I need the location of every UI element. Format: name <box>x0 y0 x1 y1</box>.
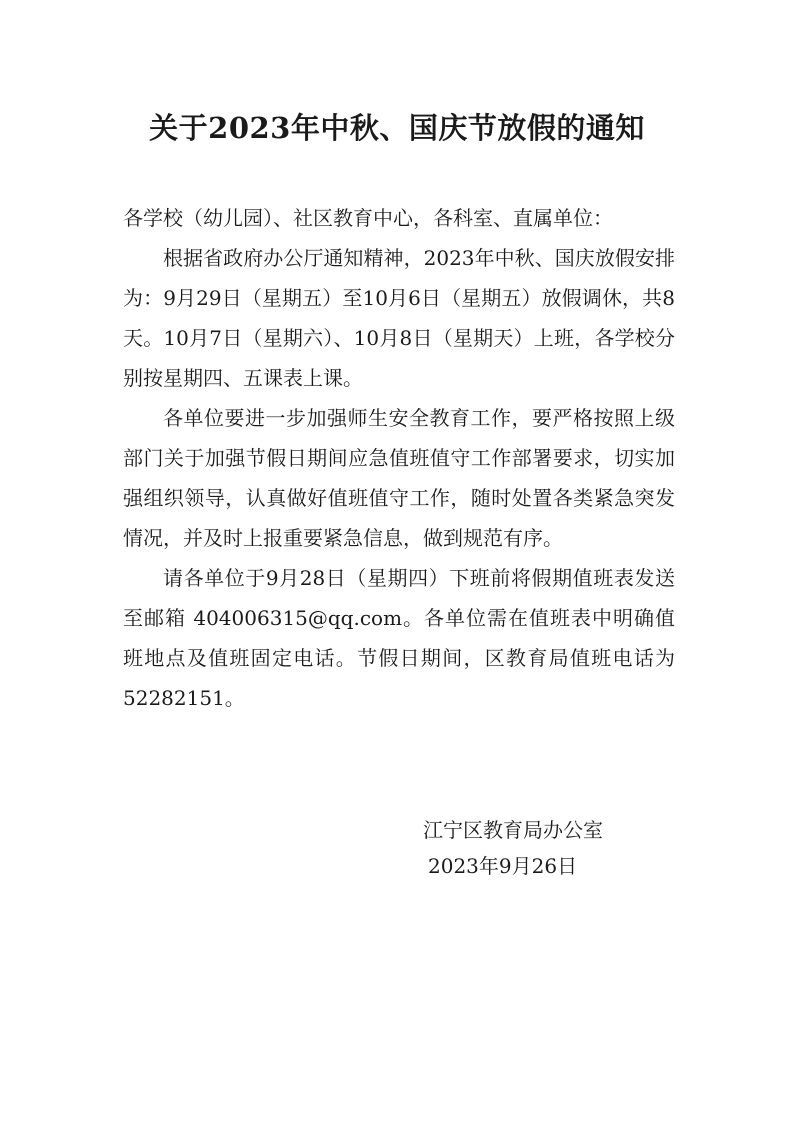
document-title: 关于2023年中秋、国庆节放假的通知 <box>149 111 645 145</box>
paragraph-safety-requirements: 各单位要进一步加强师生安全教育工作，要严格按照上级部门关于加强节假日期间应急值班值守工作部署要求，切实加强组织领导，认真做好值班值守工作，随时处置各类紧急突发情况，并及时上报重要紧急信息，做到规范有序。 <box>123 406 675 550</box>
paragraph-holiday-schedule: 根据省政府办公厅通知精神，2023年中秋、国庆放假安排为：9月29日（星期五）至10月6日（星期五）放假调休，共8天。10月7日（星期六）、10月8日（星期天）上班，各学校分别按星期四、五课表上课。 <box>123 246 675 390</box>
document-body <box>123 198 675 718</box>
salutation: 各学校（幼儿园）、社区教育中心，各科室、直属单位： <box>123 206 613 230</box>
signature-organization: 江宁区教育局办公室 <box>423 818 603 842</box>
paragraph-duty-roster: 请各单位于9月28日（星期四）下班前将假期值班表发送至邮箱 404006315@qq.com。各单位需在值班表中明确值班地点及值班固定电话。节假日期间，区教育局值班电话为52282151。 <box>123 566 675 710</box>
signature-date: 2023年9月26日 <box>428 854 578 878</box>
